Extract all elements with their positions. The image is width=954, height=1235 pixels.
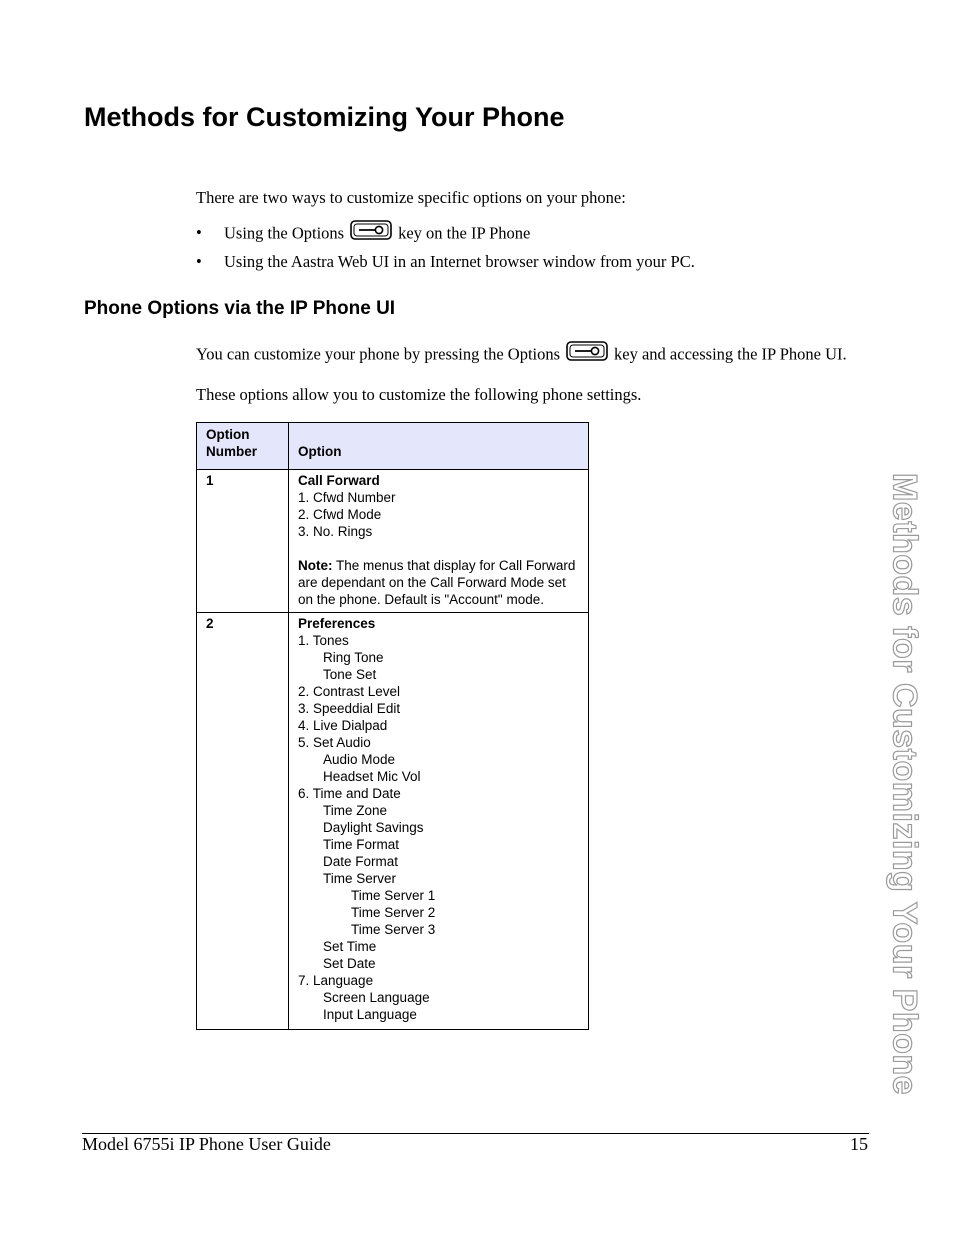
list-item: 5. Set Audio — [298, 735, 371, 750]
options-paragraph — [196, 343, 847, 368]
list-item: Screen Language — [323, 990, 430, 1005]
list-item: Time Zone — [323, 803, 388, 818]
row-title: Preferences — [298, 616, 376, 631]
list-item: Time Server 3 — [351, 922, 436, 937]
list-item: 6. Time and Date — [298, 786, 401, 801]
row-options — [289, 613, 589, 1030]
list-item: Time Server 2 — [351, 905, 436, 920]
list-item: 3. No. Rings — [298, 524, 373, 539]
list-item: 3. Speeddial Edit — [298, 701, 401, 716]
options-key-icon — [350, 220, 392, 245]
row-note: Note: The menus that display for Call Forward are dependant on the Call Forward Mode set on the phone. Default is "Account" mode. — [298, 558, 576, 607]
bullet-1-text-after: key on the IP Phone — [398, 223, 531, 243]
page-title: Methods for Customizing Your Phone — [84, 102, 565, 132]
options-key-icon — [566, 341, 608, 366]
list-item: Headset Mic Vol — [323, 769, 421, 784]
list-item: 4. Live Dialpad — [298, 718, 388, 733]
header-option: Option — [289, 423, 589, 470]
list-item: Date Format — [323, 854, 399, 869]
list-item: Set Time — [323, 939, 377, 954]
options-table — [196, 422, 589, 1030]
list-item: 2. Contrast Level — [298, 684, 401, 699]
list-item: 2. Cfwd Mode — [298, 507, 382, 522]
list-item: Input Language — [323, 1007, 417, 1022]
row-title: Call Forward — [298, 473, 380, 488]
list-item: Daylight Savings — [323, 820, 424, 835]
chapter-side-tab — [880, 458, 928, 1110]
settings-paragraph: These options allow you to customize the following phone settings. — [196, 385, 642, 404]
intro-text: There are two ways to customize specific options on your phone: — [196, 188, 626, 207]
list-item: 1. Cfwd Number — [298, 490, 396, 505]
row-number: 2 — [197, 613, 289, 1030]
list-item: Tone Set — [323, 667, 377, 682]
para1-after: key and accessing the IP Phone UI. — [614, 344, 847, 364]
table-row — [197, 613, 589, 1030]
bullet-1-text-before: Using the Options — [224, 223, 345, 243]
bullet-dot: • — [196, 252, 202, 271]
footer-page-number: 15 — [850, 1134, 868, 1154]
list-item: Audio Mode — [323, 752, 396, 767]
row-number: 1 — [197, 470, 289, 613]
list-item: Set Date — [323, 956, 376, 971]
header-option-number: Option Number — [197, 423, 289, 470]
table-row — [197, 470, 589, 613]
list-item: Time Format — [323, 837, 400, 852]
row-options — [289, 470, 589, 613]
footer-guide-title: Model 6755i IP Phone User Guide — [82, 1134, 331, 1154]
list-item: 1. Tones — [298, 633, 349, 648]
section-title: Phone Options via the IP Phone UI — [84, 298, 396, 319]
list-item: 7. Language — [298, 973, 374, 988]
para1-before: You can customize your phone by pressing the Options — [196, 344, 561, 364]
list-item: Time Server — [323, 871, 397, 886]
bullet-dot: • — [196, 223, 202, 243]
list-item: Time Server 1 — [351, 888, 436, 903]
bullet-options-key — [196, 222, 530, 247]
chapter-side-tab-text: Methods for Customizing Your Phone — [885, 472, 924, 1096]
bullet-2-text: Using the Aastra Web UI in an Internet browser window from your PC. — [224, 252, 695, 271]
table-header-row — [197, 423, 589, 470]
list-item: Ring Tone — [323, 650, 384, 665]
bullet-web-ui — [196, 252, 695, 272]
